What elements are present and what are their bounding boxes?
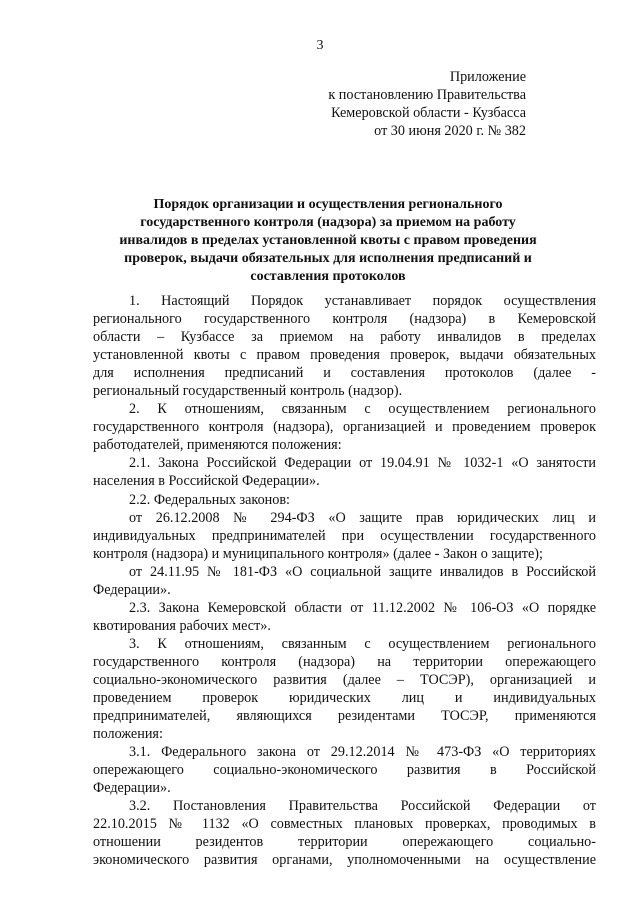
paragraph-line: экономического развития органами, уполномоченными на осуществление	[93, 852, 596, 869]
paragraph-line: 2.2. Федеральных законов:	[129, 491, 290, 508]
paragraph-line: предпринимателей, являющихся резидентами ТОСЭР, применяются	[93, 708, 596, 725]
title-line: инвалидов в пределах установленной квоты с правом проведения	[119, 233, 537, 248]
page-number: 3	[316, 38, 324, 53]
appendix-line: к постановлению Правительства	[328, 87, 526, 103]
paragraph	[93, 454, 596, 490]
title-line: государственного контроля (надзора) за приемом на работу	[140, 215, 516, 230]
paragraph-line: установленной квоты с правом проведения проверок, выдачи обязательных	[93, 347, 596, 364]
paragraph	[93, 292, 596, 400]
title-line: проверок, выдачи обязательных для исполнения предписаний и	[124, 251, 532, 266]
paragraph	[93, 509, 596, 563]
paragraph	[93, 400, 596, 454]
paragraph	[93, 743, 596, 797]
paragraph-line: государственного контроля (надзора), организацией и проведением проверок	[93, 419, 596, 436]
paragraph-line: контроля (надзора) и муниципального контроля» (далее - Закон о защите);	[93, 545, 543, 562]
paragraph-line: области – Кузбассе за приемом на работу инвалидов в пределах	[93, 329, 596, 346]
paragraph-line: Федерации».	[93, 780, 171, 797]
paragraph	[93, 599, 596, 635]
paragraph-line: 3.2. Постановления Правительства Российской Федерации от	[129, 798, 596, 815]
paragraph-line: для исполнения предписаний и составления протоколов (далее -	[93, 365, 596, 382]
title-line: составления протоколов	[250, 269, 406, 284]
paragraph-line: социально-экономического развития (далее – ТОСЭР), организацией и	[93, 671, 596, 688]
paragraph-line: региональный государственный контроль (надзор).	[93, 383, 403, 400]
paragraph-line: 2.1. Закона Российской Федерации от 19.04.91 № 1032-1 «О занятости	[129, 455, 596, 472]
title-line: Порядок организации и осуществления регионального	[153, 197, 503, 212]
paragraph-line: от 26.12.2008 № 294-ФЗ «О защите прав юридических лиц и	[129, 509, 596, 526]
appendix-line: от 30 июня 2020 г. № 382	[374, 123, 526, 139]
paragraph-line: государственного контроля (надзора) на территории опережающего	[93, 653, 596, 670]
body-text	[93, 292, 596, 870]
paragraph-line: квотирования рабочих мест».	[93, 617, 271, 634]
paragraph-line: регионального государственного контроля (надзора) в Кемеровской	[93, 311, 596, 328]
paragraph-line: отношении резидентов территории опережающего социально-	[93, 834, 596, 851]
paragraph-line: индивидуальных предпринимателей при осуществлении государственного	[93, 527, 596, 544]
appendix-line: Приложение	[449, 69, 526, 85]
paragraph	[93, 797, 596, 869]
paragraph-line: 1. Настоящий Порядок устанавливает порядок осуществления	[129, 293, 596, 309]
paragraph	[93, 491, 596, 509]
appendix-block	[0, 68, 526, 140]
paragraph-line: 3. К отношениям, связанным с осуществлением регионального	[129, 635, 596, 652]
appendix-line: Кемеровской области - Кузбасса	[331, 105, 526, 121]
paragraph-line: положения:	[93, 726, 163, 743]
paragraph-line: 22.10.2015 № 1132 «О совместных плановых проверках, проводимых в	[93, 816, 596, 833]
paragraph-line: работодателей, применяются положения:	[93, 437, 342, 454]
document-title	[110, 196, 546, 286]
paragraph-line: населения в Российской Федерации».	[93, 473, 320, 490]
paragraph	[93, 635, 596, 743]
paragraph-line: 2. К отношениям, связанным с осуществлением регионального	[129, 401, 596, 418]
paragraph-line: Федерации».	[93, 581, 171, 598]
paragraph	[93, 563, 596, 599]
paragraph-line: 3.1. Федерального закона от 29.12.2014 № 473-ФЗ «О территориях	[129, 744, 596, 761]
paragraph-line: 2.3. Закона Кемеровской области от 11.12.2002 № 106-ОЗ «О порядке	[129, 599, 596, 616]
paragraph-line: от 24.11.95 № 181-ФЗ «О социальной защите инвалидов в Российской	[129, 563, 596, 580]
paragraph-line: опережающего социально-экономического развития в Российской	[93, 762, 596, 779]
paragraph-line: проведением проверок юридических лиц и индивидуальных	[93, 690, 596, 707]
